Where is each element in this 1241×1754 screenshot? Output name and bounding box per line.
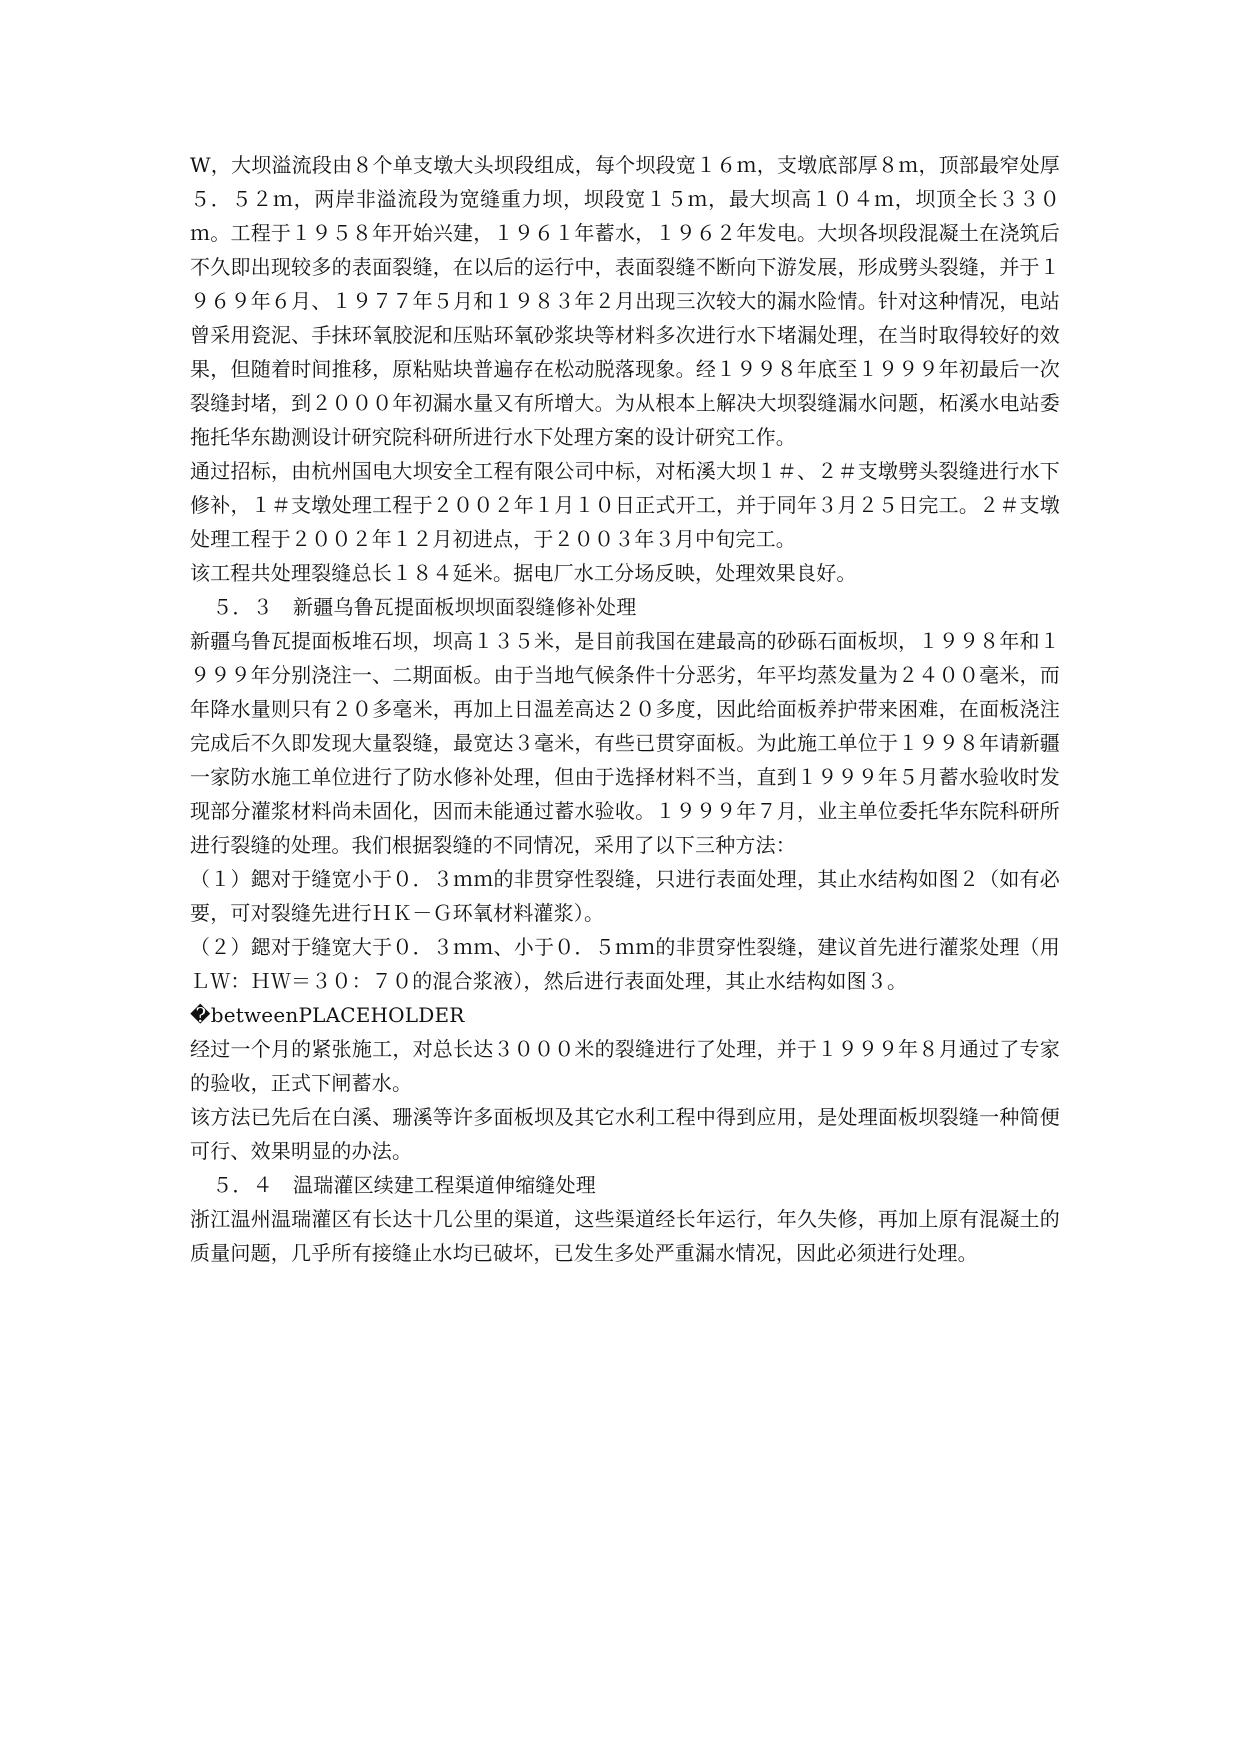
paragraph-bidding-repair: 通过招标，由杭州国电大坝安全工程有限公司中标，对柘溪大坝１＃、２＃支墩劈头裂缝进行水下修补，１＃支墩处理工程于２００２年１月１０日正式开工，并于同年３月２５日完工。２＃支墩处理工程于２００２年１２月初进点，于２００３年３月中旬完工。	[190, 459, 1060, 551]
paragraph-construction-result: 经过一个月的紧张施工，对总长达３０００米的裂缝进行了处理，并于１９９９年８月通过了专家的验收，正式下闸蓄水。	[190, 1037, 1060, 1095]
paragraph-method-application: 该方法已先后在白溪、珊溪等许多面板坝及其它水利工程中得到应用，是处理面板坝裂缝一种简便可行、效果明显的办法。	[190, 1105, 1060, 1163]
paragraph-zhexi-dam-background: W，大坝溢流段由８个单支墩大头坝段组成，每个坝段宽１６ｍ，支墩底部厚８ｍ，顶部最窄处厚５．５２ｍ，两岸非溢流段为宽缝重力坝，坝段宽１５ｍ，最大坝高１０４ｍ，坝顶全长３３０ｍ。工程于１９５８年开始兴建，１９６１年蓄水，１９６２年发电。大坝各坝段混凝土在浇筑后不久即出现较多的表面裂缝，在以后的运行中，表面裂缝不断向下游发展，形成劈头裂缝，并于１９６９年６月、１９７７年５月和１９８３年２月出现三次较大的漏水险情。针对这种情况，电站曾采用瓷泥、手抹环氧胶泥和压贴环氧砂浆块等材料多次进行水下堵漏处理，在当时取得较好的效果，但随着时间推移，原粘贴块普遍存在松动脱落现象。经１９９８年底至１９９９年初最后一次裂缝封堵，到２０００年初漏水量又有所增大。为从根本上解决大坝裂缝漏水问题，柘溪水电站委拖托华东勘测设计研究院科研所进行水下处理方案的设计研究工作。	[190, 153, 1060, 449]
section-heading-5-3: ５．３ 新疆乌鲁瓦提面板坝坝面裂缝修补处理	[192, 595, 637, 619]
document-body	[190, 148, 1060, 1270]
list-item-method-2: （２）鍶对于缝宽大于０．３ｍｍ、小于０．５ｍｍ的非贯穿性裂缝，建议首先进行灌浆处理（用ＬＷ：ＨＷ＝３０：７０的混合浆液），然后进行表面处理，其止水结构如图３。	[190, 935, 1060, 993]
paragraph-crack-length-result: 该工程共处理裂缝总长１８４延米。据电厂水工分场反映，处理效果良好。	[190, 561, 857, 585]
paragraph-wuluwati-dam: 新疆乌鲁瓦提面板堆石坝，坝高１３５米，是目前我国在建最高的砂砾石面板坝，１９９８年和１９９９年分别浇注一、二期面板。由于当地气候条件十分恶劣，年平均蒸发量为２４００毫米，而年降水量则只有２０多毫米，再加上日温差高达２０多度，因此给面板养护带来困难，在面板浇注完成后不久即发现大量裂缝，最宽达３毫米，有些已贯穿面板。为此施工单位于１９９８年请新疆一家防水施工单位进行了防水修补处理，但由于选择材料不当，直到１９９９年５月蓄水验收时发现部分灌浆材料尚未固化，因而未能通过蓄水验收。１９９９年７月，业主单位委托华东院科研所进行裂缝的处理。我们根据裂缝的不同情况，采用了以下三种方法：	[190, 629, 1060, 857]
section-heading-5-4: ５．４ 温瑞灌区续建工程渠道伸缩缝处理	[192, 1173, 596, 1197]
list-item-method-1: （１）鍶对于缝宽小于０．３ｍｍ的非贯穿性裂缝，只进行表面处理，其止水结构如图２（如有必要，可对裂缝先进行ＨＫ－Ｇ环氧材料灌浆）。	[190, 867, 1060, 925]
list-item-method-3: �betweenPLACEHOLDER	[190, 1003, 465, 1027]
paragraph-wenrui-canal: 浙江温州温瑞灌区有长达十几公里的渠道，这些渠道经长年运行，年久失修，再加上原有混凝土的质量问题，几乎所有接缝止水均已破坏，已发生多处严重漏水情况，因此必须进行处理。	[190, 1207, 1060, 1265]
